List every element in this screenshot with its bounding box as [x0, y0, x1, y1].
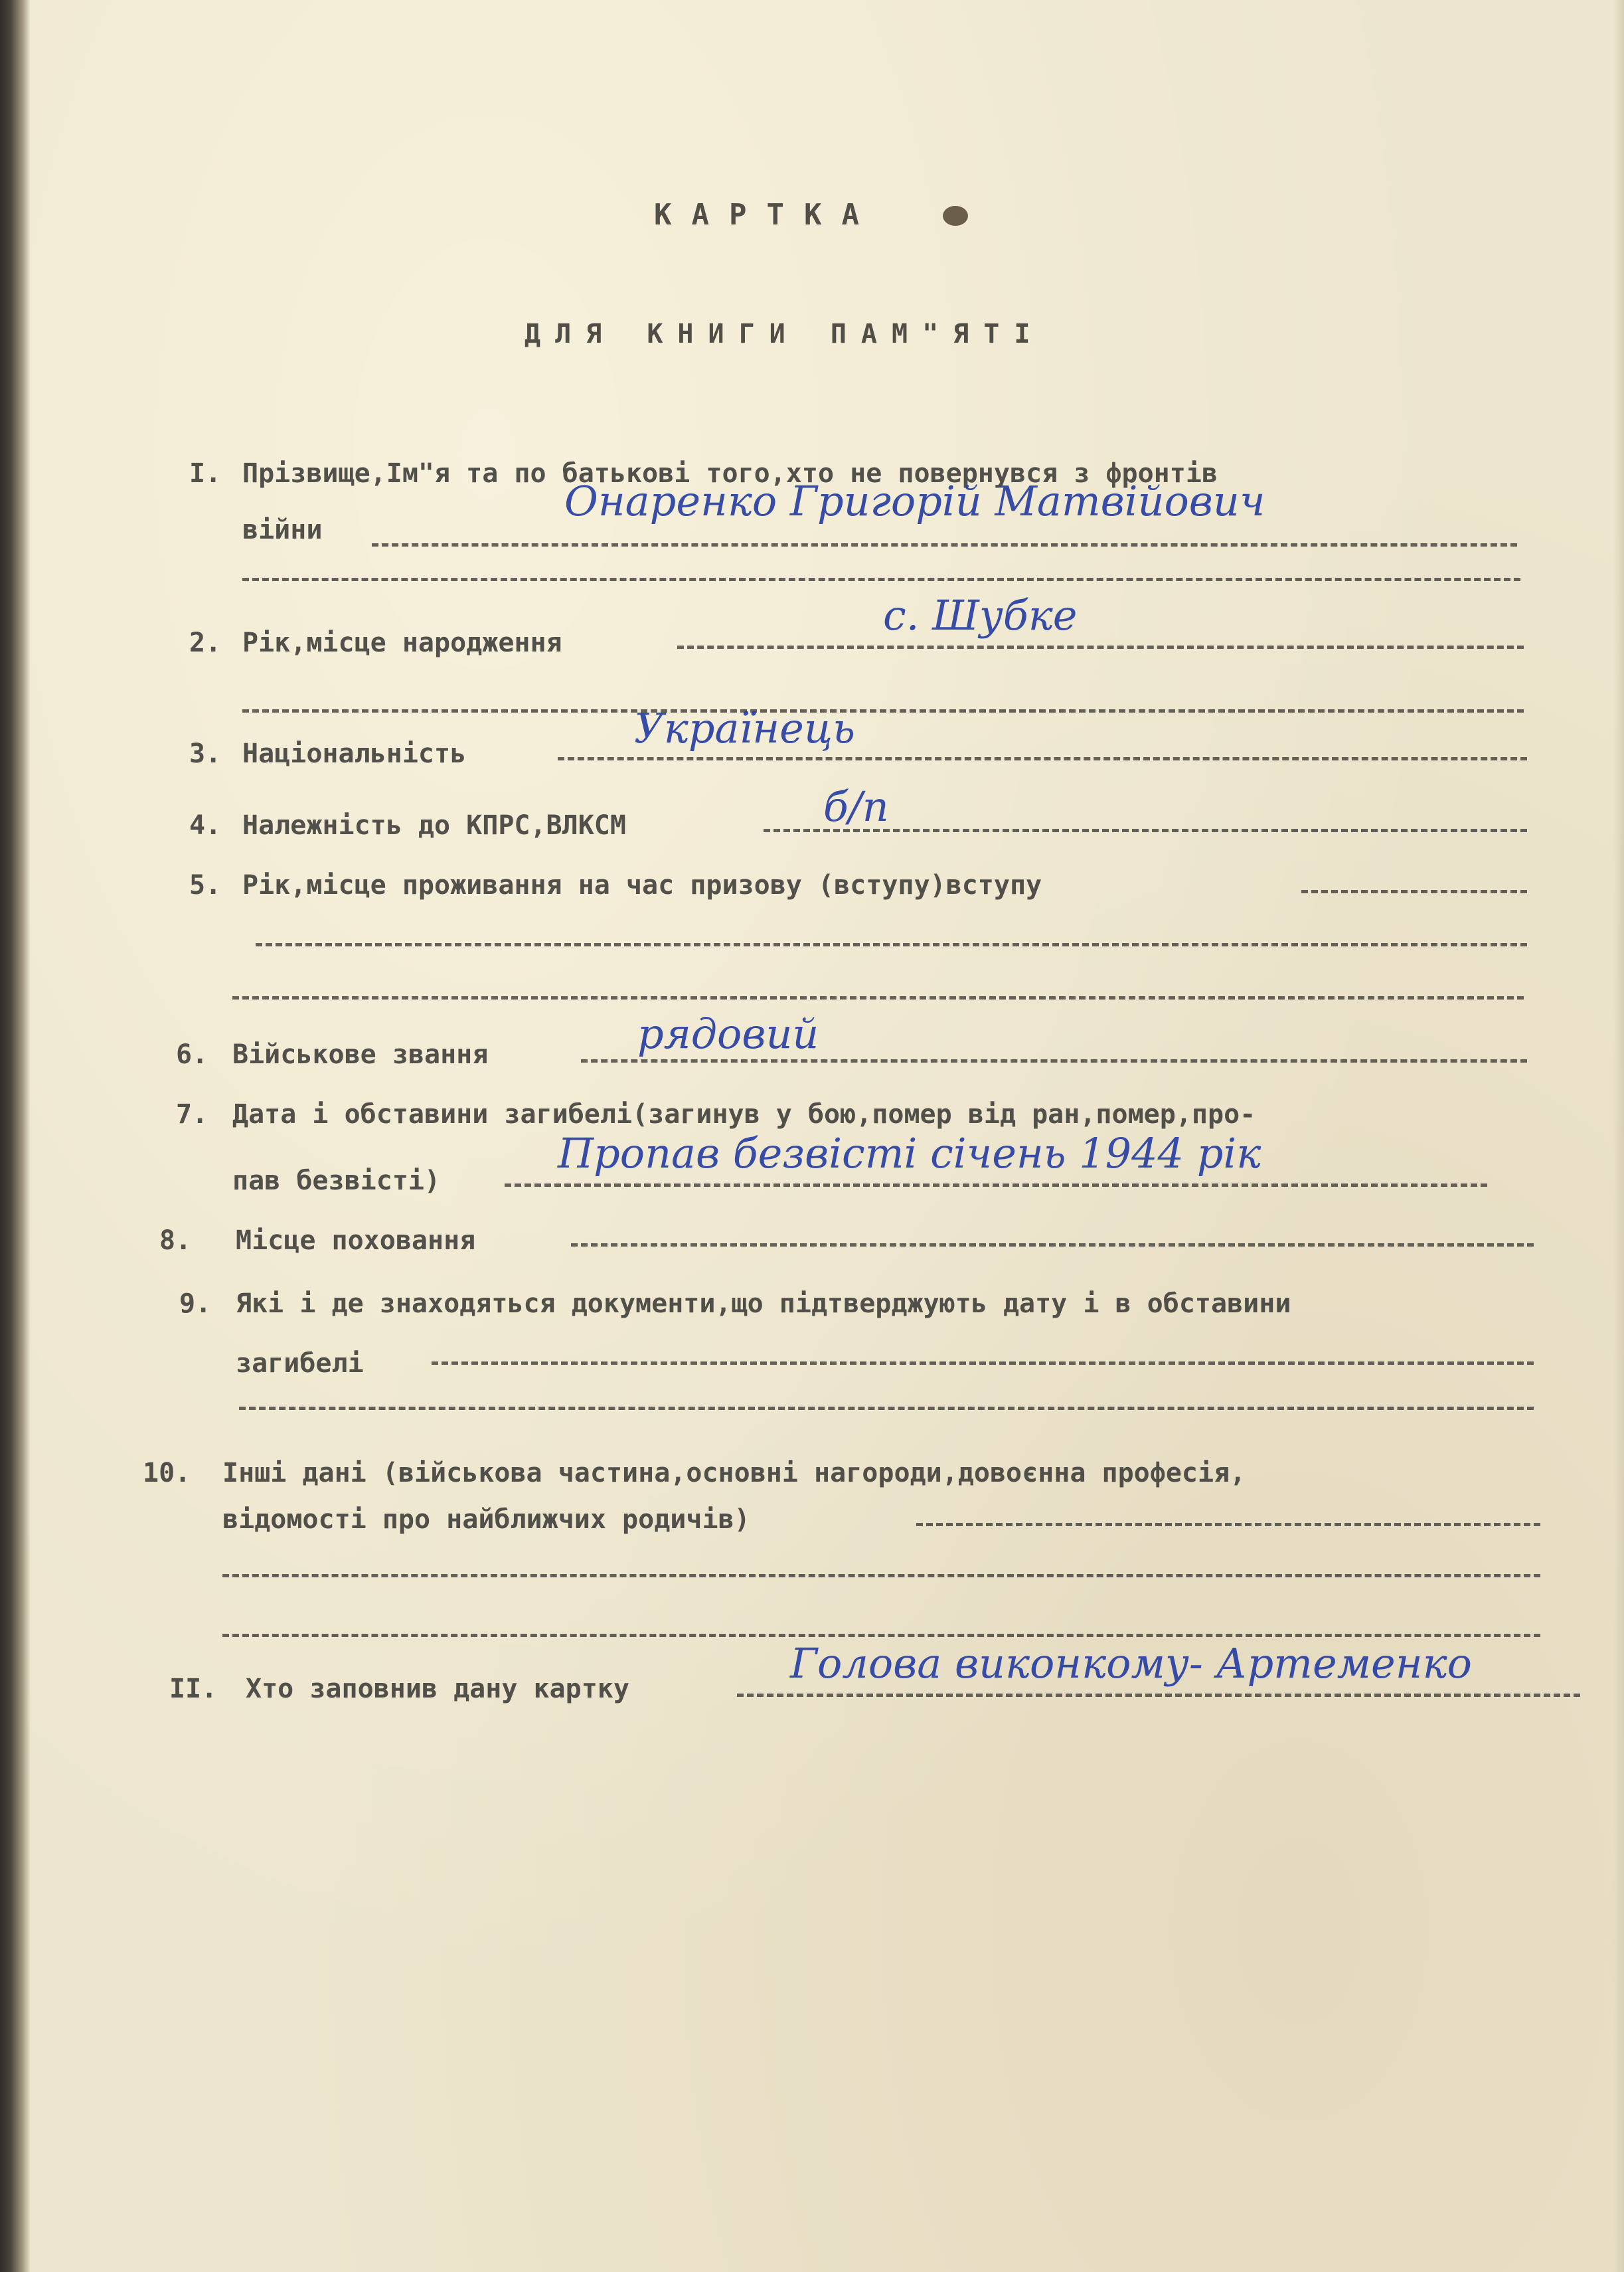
- field-5-label: Рік,місце проживання на час призову (вступу)вступу: [242, 870, 1042, 901]
- field-3-value: Українець: [634, 704, 855, 752]
- field-6-value: рядовий: [637, 1009, 819, 1058]
- ink-blot: [943, 206, 968, 226]
- field-10-line-3: [222, 1634, 1540, 1637]
- field-4-value: б/п: [823, 782, 889, 831]
- field-2-line-2: [242, 709, 1524, 713]
- field-6-label: Військове звання: [232, 1039, 489, 1070]
- field-8-number: 8.: [159, 1225, 192, 1256]
- field-6-number: 6.: [176, 1039, 208, 1070]
- field-10-number: 10.: [143, 1458, 191, 1488]
- field-10-label: Інші дані (військова частина,основні нагороди,довоєнна професія,: [222, 1458, 1246, 1488]
- field-7-line: [505, 1183, 1487, 1187]
- field-3-number: 3.: [189, 739, 222, 769]
- field-7-label-cont: пав безвісті): [232, 1166, 441, 1196]
- field-6-line: [581, 1059, 1527, 1063]
- field-5-number: 5.: [189, 870, 222, 901]
- field-5-line: [1301, 890, 1527, 893]
- field-9-line: [432, 1361, 1534, 1365]
- field-3-label: Національність: [242, 739, 467, 769]
- field-10-label-cont: відомості про найближчих родичів): [222, 1504, 750, 1535]
- field-1-number: I.: [189, 458, 222, 489]
- field-4-number: 4.: [189, 810, 222, 841]
- field-1-label-cont: війни: [242, 515, 323, 545]
- card-title: КАРТКА: [654, 198, 879, 232]
- field-4-label: Належність до КПРС,ВЛКСМ: [242, 810, 626, 841]
- field-10-line-2: [222, 1574, 1540, 1577]
- field-8-label: Місце поховання: [236, 1225, 476, 1256]
- field-1-value: Онаренко Григорій Матвійович: [564, 477, 1265, 525]
- field-1-line: [372, 543, 1517, 547]
- field-9-number: 9.: [179, 1288, 212, 1319]
- field-2-line: [677, 646, 1524, 649]
- field-2-label: Рік,місце народження: [242, 628, 562, 658]
- field-10-line: [916, 1523, 1540, 1526]
- field-5-line-2: [256, 943, 1527, 946]
- field-5-line-3: [232, 996, 1524, 1000]
- field-7-label: Дата і обставини загибелі(загинув у бою,помер від ран,помер,про-: [232, 1099, 1256, 1130]
- field-8-line: [571, 1243, 1534, 1247]
- field-1-line-2: [242, 578, 1520, 581]
- field-7-value: Пропав безвісті січень 1944 рік: [558, 1129, 1261, 1178]
- field-2-value: с. Шубке: [883, 591, 1078, 640]
- card-subtitle: ДЛЯ КНИГИ ПАМ"ЯТІ: [525, 319, 1045, 349]
- scan-edge-left: [0, 0, 31, 2272]
- field-1-label: Прізвище,Ім"я та по батькові того,хто не повернувся з фронтів: [242, 458, 1218, 489]
- field-11-number: II.: [169, 1674, 218, 1704]
- field-9-line-2: [239, 1407, 1534, 1410]
- field-3-line: [558, 757, 1527, 760]
- field-11-value: Голова виконкому- Артеменко: [790, 1639, 1472, 1688]
- field-9-label-cont: загибелі: [236, 1348, 364, 1379]
- field-11-label: Хто заповнив дану картку: [246, 1674, 629, 1704]
- field-9-label: Які і де знаходяться документи,що підтверджують дату і в обставини: [236, 1288, 1291, 1319]
- scan-edge-right: [1613, 0, 1624, 2272]
- field-2-number: 2.: [189, 628, 222, 658]
- field-11-line: [737, 1694, 1580, 1697]
- field-7-number: 7.: [176, 1099, 208, 1130]
